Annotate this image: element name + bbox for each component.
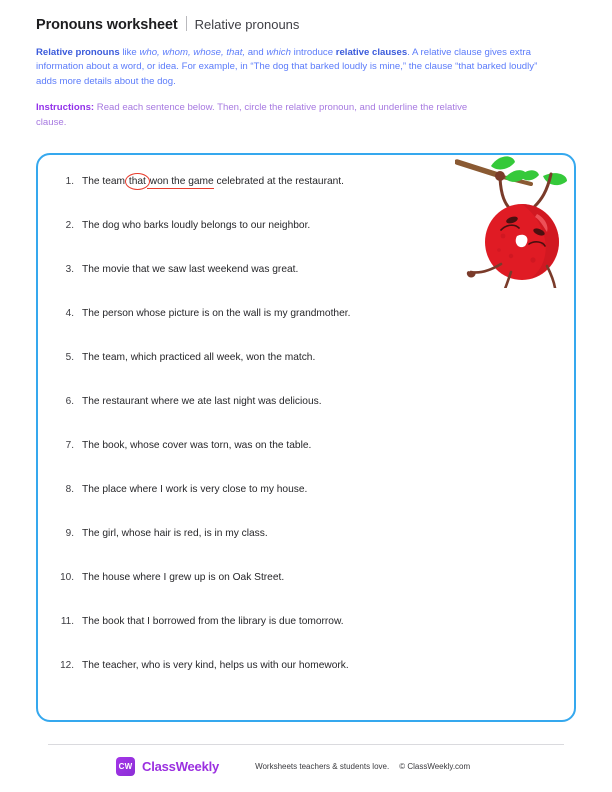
question-row bbox=[36, 440, 576, 484]
question-text: The house where I grew up is on Oak Street. bbox=[82, 572, 285, 583]
question-text: The girl, whose hair is red, is in my class. bbox=[82, 528, 268, 539]
question-number: 12. bbox=[60, 660, 74, 671]
intro-part3: introduce bbox=[290, 47, 336, 58]
question-row bbox=[36, 660, 576, 704]
question-row bbox=[36, 484, 576, 528]
instructions-label: Instructions: bbox=[36, 102, 95, 114]
question-text: The restaurant where we ate last night was delicious. bbox=[82, 396, 322, 407]
question-number: 6. bbox=[65, 396, 74, 407]
question-number: 4. bbox=[65, 308, 74, 319]
intro-paragraph bbox=[36, 46, 542, 89]
question-row bbox=[36, 308, 576, 352]
question-text: The teacher, who is very kind, helps us with our homework. bbox=[82, 660, 349, 671]
page-footer bbox=[48, 757, 564, 776]
instructions-paragraph bbox=[36, 101, 476, 130]
footer-tagline: Worksheets teachers & students love. bbox=[255, 762, 390, 771]
logo-mark-icon: CW bbox=[116, 757, 135, 776]
logo-text: ClassWeekly bbox=[142, 759, 220, 774]
title-subtitle: Relative pronouns bbox=[194, 17, 300, 32]
question-number: 2. bbox=[65, 220, 74, 231]
question-number: 7. bbox=[65, 440, 74, 451]
question-number: 3. bbox=[65, 264, 74, 275]
question-text: The team, which practiced all week, won the match. bbox=[82, 352, 316, 363]
intro-part2: and bbox=[245, 47, 267, 58]
question-row bbox=[36, 616, 576, 660]
question-text: The person whose picture is on the wall is my grandmother. bbox=[82, 308, 351, 319]
questions-list bbox=[36, 176, 576, 704]
underlined-relative-clause: won the game bbox=[146, 176, 214, 187]
question-text: The place where I work is very close to my house. bbox=[82, 484, 308, 495]
question-text: The dog who barks loudly belongs to our neighbor. bbox=[82, 220, 311, 231]
circled-relative-pronoun: that bbox=[128, 176, 146, 187]
intro-part4: . A relative clause gives extra information about a word, or idea. For example, in “The dog that barked loudly is mine,” the clause “that barked loudly” adds more details about the dog. bbox=[36, 47, 538, 87]
question-number: 9. bbox=[65, 528, 74, 539]
question-number: 11. bbox=[60, 616, 74, 627]
question-text: The movie that we saw last weekend was great. bbox=[82, 264, 299, 275]
question-number: 5. bbox=[65, 352, 74, 363]
question-text-pre: The team bbox=[82, 176, 128, 187]
question-row bbox=[36, 264, 576, 308]
intro-lead: Relative pronouns bbox=[36, 47, 120, 58]
question-number: 10. bbox=[60, 572, 74, 583]
worksheet-header bbox=[36, 14, 576, 130]
instructions-text: Read each sentence below. Then, circle the relative pronoun, and underline the relative clause. bbox=[36, 102, 468, 128]
intro-part1: like bbox=[119, 47, 140, 58]
footer-copyright: © ClassWeekly.com bbox=[399, 762, 471, 771]
question-number: 8. bbox=[65, 484, 74, 495]
page-title bbox=[36, 14, 576, 33]
intro-example-last: which bbox=[266, 47, 291, 58]
question-row bbox=[36, 352, 576, 396]
question-number: 1. bbox=[65, 176, 74, 187]
question-row bbox=[36, 572, 576, 616]
question-row bbox=[36, 176, 576, 220]
brand-logo[interactable] bbox=[116, 757, 219, 776]
question-row bbox=[36, 220, 576, 264]
question-text-post: celebrated at the restaurant. bbox=[213, 176, 344, 187]
intro-bold2: relative clauses bbox=[335, 47, 408, 58]
title-main: Pronouns worksheet bbox=[36, 17, 178, 33]
question-row bbox=[36, 528, 576, 572]
question-text bbox=[82, 176, 344, 187]
question-text: The book that I borrowed from the library is due tomorrow. bbox=[82, 616, 344, 627]
title-divider bbox=[186, 16, 187, 31]
footer-divider bbox=[48, 744, 564, 745]
question-row bbox=[36, 396, 576, 440]
question-text: The book, whose cover was torn, was on the table. bbox=[82, 440, 312, 451]
intro-examples: who, whom, whose, that, bbox=[139, 47, 246, 58]
